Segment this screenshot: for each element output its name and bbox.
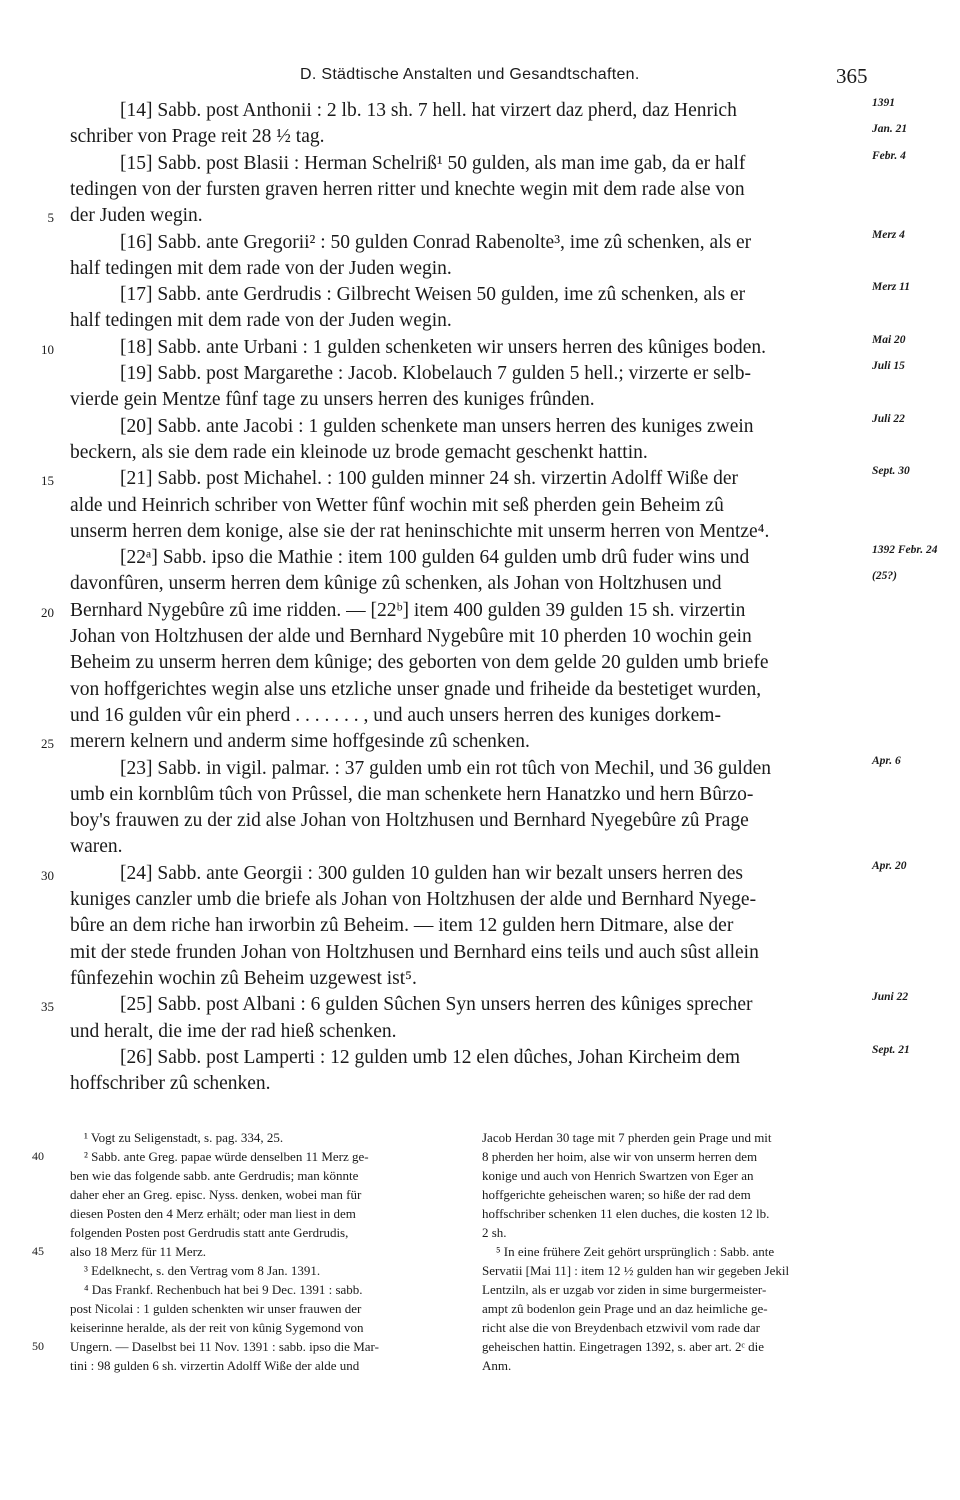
text-line: [0, 230, 960, 256]
text-line: [0, 414, 960, 440]
footnote-line: [70, 1299, 470, 1318]
text-line: [0, 466, 960, 492]
text-line: [0, 940, 960, 966]
footnote-line: [70, 1204, 470, 1223]
footnote-text: post Nicolai : 1 gulden schenkten wir unser frauwen der: [70, 1301, 362, 1316]
margin-date: Mai 20: [872, 333, 906, 346]
line-number: 10: [41, 341, 54, 357]
footnote-text: hoffgerichte geheischen waren; so hiße der rad dem: [482, 1187, 751, 1202]
footnote-text: also 18 Merz für 11 Merz.: [70, 1244, 206, 1259]
footnote-text: ³ Edelknecht, s. den Vertrag vom 8 Jan. 1391.: [84, 1263, 321, 1278]
footnote-text: richt alse die von Breydenbach etzwivil vom rade dar: [482, 1320, 760, 1335]
footnote-line: [482, 1166, 882, 1185]
footnote-line: [482, 1147, 882, 1166]
text-line: [0, 440, 960, 466]
running-head: D. Städtische Anstalten und Gesandtschaften.: [300, 66, 640, 83]
line-text: kuniges canzler umb die briefe als Johan von Holtzhusen der alde und Bernhard Nyege-: [70, 889, 757, 910]
page-number: 365: [836, 64, 868, 88]
margin-date: Jan. 21: [872, 123, 908, 136]
text-line: [0, 335, 960, 361]
text-line: [0, 282, 960, 308]
line-number: 25: [41, 736, 54, 752]
footnote-line: [32, 1147, 470, 1166]
line-number: 50: [32, 1339, 44, 1353]
footnote-text: ⁴ Das Frankf. Rechenbuch hat bei 9 Dec. 1391 : sabb.: [84, 1282, 363, 1297]
footnote-line: [482, 1356, 882, 1375]
margin-date: 1391: [872, 97, 895, 109]
line-text: [15] Sabb. post Blasii : Herman Schelriß¹ 50 gulden, als man ime gab, da er half: [120, 152, 746, 174]
line-text: Bernhard Nygebûre zû ime ridden. — [22ᵇ] item 400 gulden 39 gulden 15 sh. virzertin: [70, 599, 746, 621]
footnote-text: Ungern. — Daselbst bei 11 Nov. 1391 : sabb. ipso die Mar-: [70, 1339, 379, 1354]
footnote-text: geheischen hattin. Eingetragen 1392, s. aber art. 2ᶜ die: [482, 1339, 765, 1354]
text-line: [0, 782, 960, 808]
footnote-line: [482, 1242, 882, 1261]
footnote-line: [70, 1261, 470, 1280]
footnote-line: [70, 1356, 470, 1375]
text-line: [0, 1019, 960, 1045]
text-line: [0, 703, 960, 729]
line-text: [25] Sabb. post Albani : 6 gulden Sûchen Syn unsers herren des kûniges sprecher: [120, 994, 753, 1016]
line-text: [22ᵃ] Sabb. ipso die Mathie : item 100 gulden 64 gulden umb drû fuder wins und: [120, 547, 750, 569]
footnote-line: [482, 1128, 882, 1147]
footnote-text: keiserinne heralde, als der reit von kûnig Sygemond von: [70, 1320, 364, 1335]
footnote-text: folgenden Posten post Gerdrudis statt ante Gerdrudis,: [70, 1225, 349, 1240]
line-text: [23] Sabb. in vigil. palmar. : 37 gulden umb ein rot tûch von Mechil, und 36 gulden: [120, 757, 771, 779]
line-text: [16] Sabb. ante Gregorii² : 50 gulden Conrad Rabenolte³, ime zû schenken, als er: [120, 231, 752, 253]
text-line: [0, 1045, 960, 1071]
text-line: [0, 256, 960, 282]
text-line: [0, 756, 960, 782]
line-number: 35: [41, 999, 54, 1015]
margin-date: Sept. 21: [872, 1043, 910, 1056]
text-line: [0, 545, 960, 571]
line-number: 5: [47, 210, 54, 226]
footnote-line: [482, 1204, 882, 1223]
footnote-line: [70, 1280, 470, 1299]
text-line: [0, 519, 960, 545]
footnote-line: [70, 1185, 470, 1204]
margin-date: Juli 22: [872, 412, 905, 425]
footnotes-left-column: [32, 1128, 470, 1375]
line-text: merern kelnern und anderm sime hoffgesinde zû schenken.: [70, 731, 530, 753]
text-line: [0, 861, 960, 887]
line-text: hoffschriber zû schenken.: [70, 1073, 271, 1095]
footnote-line: [482, 1261, 882, 1280]
line-number: 15: [41, 473, 54, 489]
line-text: unserm herren dem konige, alse sie der rat heninschichte mit unserm herren von Mentze⁴.: [70, 520, 770, 542]
text-line: [0, 308, 960, 334]
line-text: vierde gein Mentze fûnf tage zu unsers herren des kuniges frûnden.: [70, 389, 595, 411]
line-text: der Juden wegin.: [70, 205, 203, 227]
text-line: [0, 808, 960, 834]
text-line: [0, 913, 960, 939]
line-text: [18] Sabb. ante Urbani : 1 gulden schenketen wir unsers herren des kûniges boden.: [120, 336, 767, 358]
text-line: [0, 151, 960, 177]
line-number: 45: [32, 1244, 44, 1258]
footnote-line: [482, 1223, 882, 1242]
line-number: 20: [41, 604, 54, 620]
margin-date: (25?): [872, 570, 897, 583]
footnote-text: Servatii [Mai 11] : item 12 ½ gulden han wir gegeben Jekil: [482, 1263, 790, 1278]
line-text: boy's frauwen zu der zid alse Johan von Holtzhusen und Bernhard Nyegebûre zû Prage: [70, 810, 749, 832]
text-line: [0, 203, 960, 229]
footnote-line: [482, 1299, 882, 1318]
text-line: [0, 966, 960, 992]
line-number: 30: [41, 867, 54, 883]
footnote-text: ² Sabb. ante Greg. papae würde denselben 11 Merz ge-: [84, 1149, 369, 1164]
text-line: [0, 1071, 960, 1097]
footnote-text: Lentziln, als er uzgab vor ziden in sime burgermeister-: [482, 1282, 767, 1297]
margin-date: Juni 22: [872, 991, 909, 1004]
margin-date: Merz 11: [872, 281, 911, 294]
footnote-text: 2 sh.: [482, 1225, 507, 1240]
line-text: half tedingen mit dem rade von der Juden wegin.: [70, 257, 452, 279]
footnote-text: hoffschriber schenken 11 elen duches, die kosten 12 lb.: [482, 1206, 770, 1221]
footnote-text: ben wie das folgende sabb. ante Gerdrudis; man könnte: [70, 1168, 359, 1183]
line-text: fûnfezehin wochin zû Beheim uzgewest ist⁵.: [70, 967, 417, 989]
line-text: mit der stede frunden Johan von Holtzhusen und Bernhard eins teils und auch sûst allein: [70, 941, 759, 963]
footnote-text: ¹ Vogt zu Seligenstadt, s. pag. 334, 25.: [84, 1130, 284, 1145]
footnote-line: [32, 1337, 470, 1356]
text-line: [0, 361, 960, 387]
line-text: alde und Heinrich schriber von Wetter fûnf wochin mit seß pherden gein Beheim zû: [70, 494, 724, 516]
line-text: von hoffgerichtes wegin alse uns etzliche unser gnade und friheide da bestetiget wurden,: [70, 678, 762, 700]
margin-date: Apr. 20: [872, 859, 907, 872]
line-text: Beheim zu unserm herren dem kûnige; des geborten von dem gelde 20 gulden umb briefe: [70, 652, 769, 674]
line-text: waren.: [70, 836, 123, 858]
margin-date: Apr. 6: [872, 754, 901, 767]
line-text: [24] Sabb. ante Georgii : 300 gulden 10 gulden han wir bezalt unsers herren des: [120, 862, 743, 884]
margin-date: Sept. 30: [872, 465, 910, 478]
text-line: [0, 834, 960, 860]
footnote-line: [70, 1166, 470, 1185]
text-line: [0, 598, 960, 624]
footnote-text: tini : 98 gulden 6 sh. virzertin Adolff Wiße der alde und: [70, 1358, 360, 1373]
footnote-text: konige und auch von Henrich Swartzen von Eger an: [482, 1168, 754, 1183]
footnote-text: ampt zû bodenlon gein Prage und an daz heimliche ge-: [482, 1301, 768, 1316]
footnote-line: [482, 1185, 882, 1204]
footnote-line: [32, 1242, 470, 1261]
line-text: beckern, als sie dem rade ein kleinode uz brode gemacht geschenkt hattin.: [70, 441, 648, 463]
footnotes-right-column: [482, 1128, 882, 1375]
text-line: [0, 677, 960, 703]
margin-date: 1392 Febr. 24: [872, 544, 938, 557]
line-text: [17] Sabb. ante Gerdrudis : Gilbrecht Weisen 50 gulden, ime zû schenken, als er: [120, 284, 746, 306]
footnote-line: [482, 1280, 882, 1299]
footnote-text: daher eher an Greg. episc. Nyss. denken, wobei man für: [70, 1187, 362, 1202]
text-line: [0, 387, 960, 413]
text-line: [0, 729, 960, 755]
line-text: davonfûren, unserm herren dem kûnige zû schenken, als Johan von Holtzhusen und: [70, 573, 722, 595]
line-text: [20] Sabb. ante Jacobi : 1 gulden schenkete man unsers herren des kuniges zwein: [120, 415, 754, 437]
page-header: [0, 64, 960, 94]
text-line: [0, 624, 960, 650]
text-line: [0, 571, 960, 597]
footnote-line: [482, 1318, 882, 1337]
text-line: [0, 493, 960, 519]
line-text: schriber von Prage reit 28 ½ tag.: [70, 126, 325, 148]
line-text: bûre an dem riche han irworbin zû Beheim. — item 12 gulden hern Ditmare, alse der: [70, 915, 734, 937]
footnote-line: [482, 1337, 882, 1356]
footnote-text: ⁵ In eine frühere Zeit gehört ursprünglich : Sabb. ante: [496, 1244, 775, 1259]
line-text: Johan von Holtzhusen der alde und Bernhard Nygebûre mit 10 pherden 10 wochin gein: [70, 626, 752, 647]
line-text: umb ein kornblûm tûch von Prûssel, die man schenkete hern Hanatzko und hern Bûrzo-: [70, 783, 754, 805]
text-line: [0, 177, 960, 203]
line-number: 40: [32, 1149, 44, 1163]
line-text: [14] Sabb. post Anthonii : 2 lb. 13 sh. 7 hell. hat virzert daz pherd, daz Henrich: [120, 100, 737, 121]
line-text: [19] Sabb. post Margarethe : Jacob. Klobelauch 7 gulden 5 hell.; virzerte er selb-: [120, 363, 752, 384]
footnote-text: Jacob Herdan 30 tage mit 7 pherden gein Prage und mit: [482, 1130, 772, 1145]
text-line: [0, 992, 960, 1018]
line-text: tedingen von der fursten graven herren ritter und knechte wegin mit dem rade alse von: [70, 178, 745, 200]
margin-date: Juli 15: [872, 360, 905, 372]
footnote-text: diesen Posten den 4 Merz erhält; oder man liest in dem: [70, 1206, 356, 1221]
footnote-line: [70, 1128, 470, 1147]
margin-date: Febr. 4: [872, 149, 906, 162]
text-line: [0, 124, 960, 150]
text-line: [0, 98, 960, 124]
text-line: [0, 887, 960, 913]
footnote-text: 8 pherden her hoim, alse wir von unserm herren dem: [482, 1149, 758, 1164]
line-text: und heralt, die ime der rad hieß schenken.: [70, 1020, 397, 1042]
footnote-line: [70, 1318, 470, 1337]
margin-date: Merz 4: [872, 228, 905, 241]
line-text: [26] Sabb. post Lamperti : 12 gulden umb 12 elen dûches, Johan Kircheim dem: [120, 1046, 741, 1068]
text-line: [0, 650, 960, 676]
line-text: und 16 gulden vûr ein pherd . . . . . . . , und auch unsers herren des kuniges dorkem-: [70, 704, 721, 726]
line-text: [21] Sabb. post Michahel. : 100 gulden minner 24 sh. virzertin Adolff Wiße der: [120, 468, 739, 490]
footnote-text: Anm.: [482, 1358, 512, 1373]
footnote-line: [70, 1223, 470, 1242]
line-text: half tedingen mit dem rade von der Juden wegin.: [70, 310, 452, 332]
